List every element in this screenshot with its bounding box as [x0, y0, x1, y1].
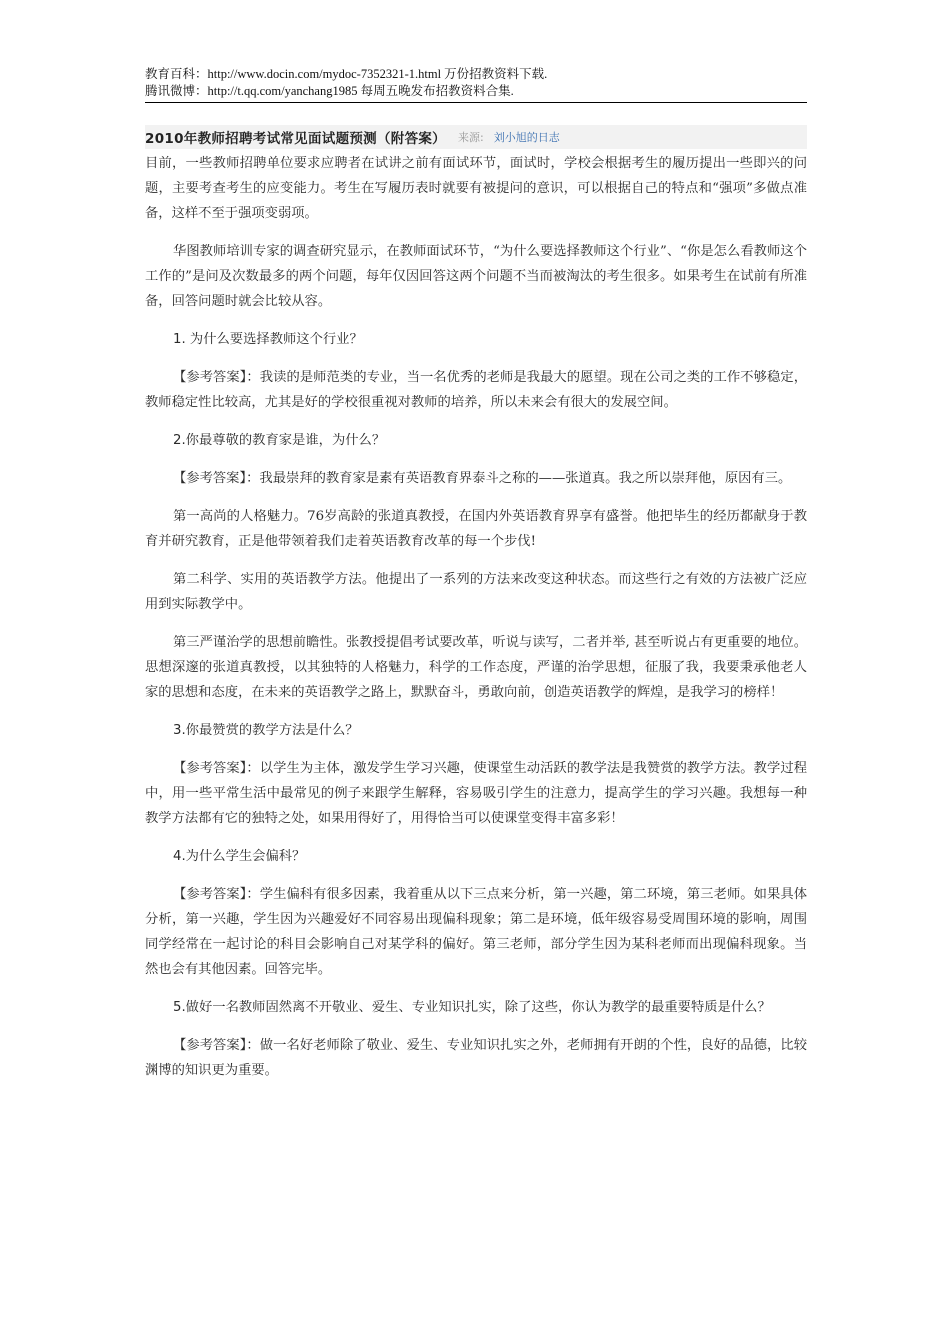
question-3: 3.你最赞赏的教学方法是什么？	[173, 723, 359, 738]
document-page	[145, 0, 807, 1096]
question-4: 4.为什么学生会偏科？	[173, 849, 306, 864]
source-label: 来源:	[457, 131, 484, 144]
source-link[interactable]: 刘小旭的日志	[493, 131, 560, 144]
question-1: 1. 为什么要选择教师这个行业？	[173, 332, 363, 347]
question-2: 2.你最尊敬的教育家是谁，为什么？	[173, 433, 386, 448]
answer-2: 【参考答案】：我最崇拜的教育家是素有英语教育界泰斗之称的——张道真。我之所以崇拜他，原因有三。	[173, 471, 792, 486]
page-header	[145, 66, 807, 103]
article-body	[145, 151, 807, 1083]
question-5: 5.做好一名教师固然离不开敬业、爱生、专业知识扎实，除了这些，你认为教学的最重要特质是什么？	[173, 1000, 771, 1015]
answer-4: 【参考答案】：学生偏科有很多因素，我着重从以下三点来分析，第一兴趣，第二环境，第三老师。如果具体分析，第一兴趣，学生因为兴趣爱好不同容易出现偏科现象；第二是环境，低年级容易受周围环境的影响，周围同学经常在一起讨论的科目会影响自己对某学科的偏好。第三老师，部分学生因为某科老师而出现偏科现象。当然也会有其他因素。回答完毕。	[145, 887, 807, 977]
answer-2-reason-2: 第二科学、实用的英语教学方法。他提出了一系列的方法来改变这种状态。而这些行之有效的方法被广泛应用到实际教学中。	[145, 572, 807, 612]
answer-5: 【参考答案】：做一名好老师除了敬业、爱生、专业知识扎实之外，老师拥有开朗的个性，良好的品德，比较渊博的知识更为重要。	[145, 1038, 807, 1078]
answer-1: 【参考答案】：我读的是师范类的专业，当一名优秀的老师是我最大的愿望。现在公司之类的工作不够稳定，教师稳定性比较高，尤其是好的学校很重视对教师的培养，所以未来会有很大的发展空间。	[145, 370, 807, 410]
article-title: 2010年教师招聘考试常见面试题预测（附答案）	[145, 131, 446, 147]
answer-3: 【参考答案】：以学生为主体，激发学生学习兴趣，使课堂生动活跃的教学法是我赞赏的教学方法。教学过程中，用一些平常生活中最常见的例子来跟学生解释，容易吸引学生的注意力，提高学生的学习兴趣。我想每一种教学方法都有它的独特之处，如果用得好了，用得恰当可以使课堂变得丰富多彩！	[145, 761, 807, 826]
article-title-bar	[145, 125, 807, 149]
answer-2-reason-1: 第一高尚的人格魅力。76岁高龄的张道真教授，在国内外英语教育界享有盛誉。他把毕生的经历都献身于教育并研究教育，正是他带领着我们走着英语教育改革的每一个步伐!	[145, 509, 807, 549]
research-paragraph: 华图教师培训专家的调查研究显示，在教师面试环节，“为什么要选择教师这个行业”、“你是怎么看教师这个工作的”是问及次数最多的两个问题，每年仅因回答这两个问题不当而被淘汰的考生很多。如果考生在试前有所准备，回答问题时就会比较从容。	[145, 244, 807, 309]
intro-paragraph: 目前，一些教师招聘单位要求应聘者在试讲之前有面试环节，面试时，学校会根据考生的履历提出一些即兴的问题，主要考查考生的应变能力。考生在写履历表时就要有被提问的意识，可以根据自己的特点和“强项”多做点准备，这样不至于强项变弱项。	[145, 156, 807, 221]
header-line-weibo: 腾讯微博：http://t.qq.com/yanchang1985 每周五晚发布招教资料合集.	[145, 84, 514, 98]
answer-2-reason-3: 第三严谨治学的思想前瞻性。张教授提倡考试要改革，听说与读写，二者并举, 甚至听说占有更重要的地位。思想深邃的张道真教授，以其独特的人格魅力，科学的工作态度，严谨的治学思想，征服了我，我要秉承他老人家的思想和态度，在未来的英语教学之路上，默默奋斗，勇敢向前，创造英语教学的辉煌，是我学习的榜样！	[145, 635, 807, 700]
header-line-docin: 教育百科：http://www.docin.com/mydoc-7352321-1.html 万份招教资料下载.	[145, 67, 548, 81]
